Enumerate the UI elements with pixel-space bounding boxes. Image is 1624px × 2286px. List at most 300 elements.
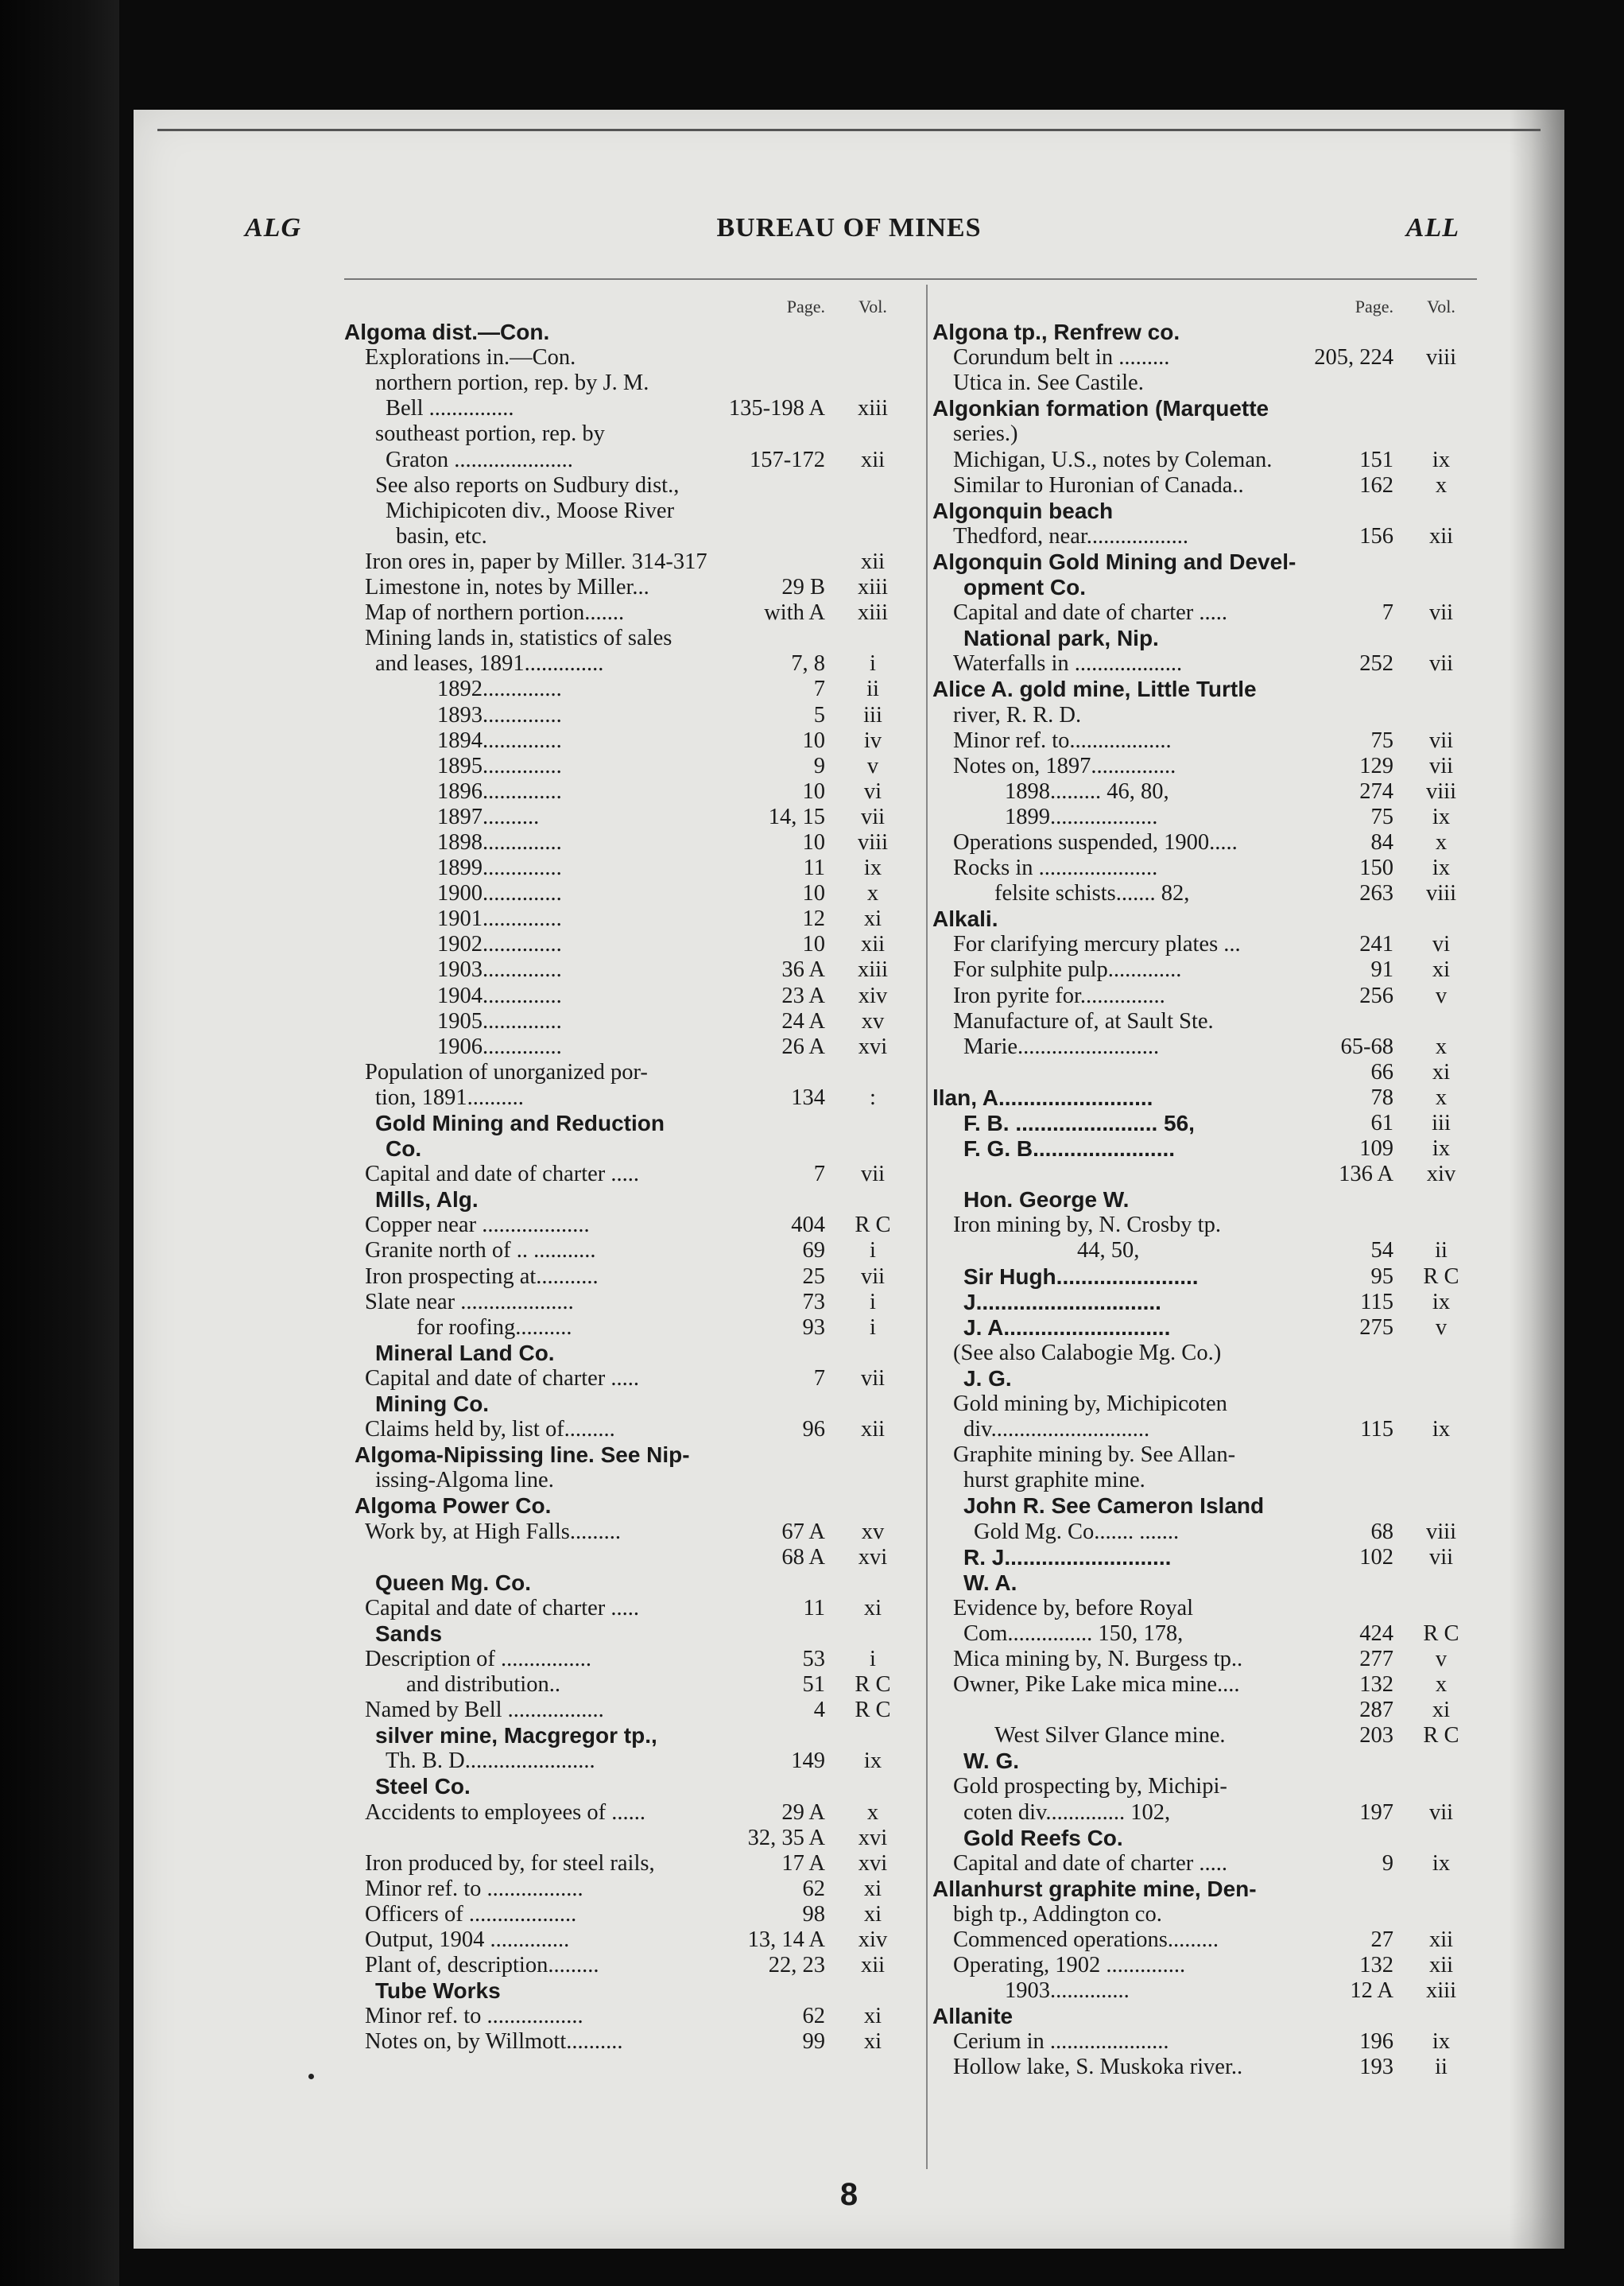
index-entry	[344, 1698, 913, 1723]
page-reference: 4	[813, 1698, 825, 1723]
index-entry	[932, 1162, 1481, 1187]
index-heading: National park, Nip.	[963, 626, 1159, 651]
index-entry	[932, 1111, 1481, 1136]
index-entry	[344, 856, 913, 881]
page-reference: 25	[802, 1263, 825, 1289]
index-entry	[344, 1851, 913, 1877]
index-entry-text: Com............... 150, 178,	[963, 1620, 1184, 1646]
index-entry-text: Notes on, 1897...............	[953, 753, 1176, 778]
page-reference: 17 A	[781, 1850, 825, 1876]
index-entry	[344, 1774, 913, 1799]
volume-reference: vii	[1428, 728, 1454, 753]
volume-reference: xii	[860, 549, 886, 574]
index-entry-text: 1903..............	[437, 957, 562, 983]
index-entry-text: hurst graphite mine.	[963, 1468, 1145, 1493]
volume-reference: ix	[863, 856, 882, 881]
index-entry	[344, 1417, 913, 1442]
volume-reference: vii	[1428, 651, 1454, 677]
index-entry	[932, 524, 1481, 549]
index-entry-text: Capital and date of charter .....	[365, 1365, 640, 1391]
index-heading: Gold Mining and Reduction	[375, 1111, 665, 1135]
page-reference: 7	[813, 1162, 825, 1187]
index-entry	[344, 1238, 913, 1263]
index-entry	[932, 1519, 1481, 1545]
page-reference: 10	[802, 829, 825, 855]
volume-reference: vi	[863, 778, 882, 804]
index-entry-text: Waterfalls in ...................	[953, 651, 1183, 677]
volume-reference: xi	[1432, 957, 1451, 983]
top-rule	[157, 129, 1541, 131]
index-entry-text: Officers of ...................	[365, 1901, 577, 1927]
page-reference: 93	[802, 1314, 825, 1340]
index-entry	[932, 1366, 1481, 1391]
index-heading: Algonkian formation (Marquette	[932, 396, 1269, 421]
index-heading: Allanite	[932, 2004, 1014, 2029]
volume-reference: x	[1435, 1034, 1448, 1059]
index-entry	[344, 1315, 913, 1341]
index-entry	[932, 345, 1481, 371]
index-entry-text: Output, 1904 ..............	[365, 1927, 570, 1952]
page-reference: 67 A	[781, 1519, 825, 1544]
volume-reference: iv	[863, 728, 882, 753]
page-reference: 404	[791, 1213, 825, 1238]
page-reference: 96	[802, 1417, 825, 1442]
index-entry-text: Corundum belt in .........	[953, 345, 1170, 371]
index-heading: J..............................	[963, 1289, 1161, 1314]
index-heading: Sands	[375, 1620, 443, 1646]
index-entry-text: 1894..............	[437, 728, 562, 753]
index-column-right	[932, 294, 1481, 2081]
volume-reference: xii	[860, 1953, 886, 1978]
page-column-label: Page.	[1355, 297, 1393, 316]
index-entry	[932, 932, 1481, 957]
page-reference: 95	[1370, 1263, 1393, 1289]
page-reference: 151	[1359, 447, 1393, 472]
index-entry	[344, 1902, 913, 1927]
volume-reference: i	[870, 651, 876, 677]
index-entry	[344, 1366, 913, 1391]
index-entry-text: Hollow lake, S. Muskoka river..	[953, 2055, 1243, 2080]
index-entry-text: Evidence by, before Royal	[953, 1595, 1194, 1620]
volume-reference: xi	[1432, 1059, 1451, 1085]
volume-reference: xi	[863, 906, 882, 932]
index-entry-text: Graphite mining by. See Allan-	[953, 1442, 1236, 1468]
page-reference: with A	[764, 600, 825, 626]
index-entry-text: and leases, 1891..............	[375, 651, 604, 677]
index-heading: F. B. ....................... 56,	[963, 1111, 1195, 1135]
index-entry-text: 1902..............	[437, 932, 562, 957]
volume-reference: i	[870, 1646, 876, 1671]
volume-reference: ii	[866, 677, 879, 702]
vol-column-label: Vol.	[859, 297, 887, 316]
index-entry	[932, 421, 1481, 447]
index-entry	[932, 448, 1481, 473]
index-heading: Mining Co.	[375, 1391, 490, 1417]
index-heading: Algonquin Gold Mining and Devel-	[932, 549, 1296, 574]
vol-column-label: Vol.	[1427, 297, 1455, 316]
index-heading: Steel Co.	[375, 1774, 471, 1799]
page-reference: 69	[802, 1238, 825, 1263]
volume-reference: xii	[1428, 1927, 1454, 1952]
index-entry	[932, 1468, 1481, 1493]
volume-reference: xiii	[857, 957, 888, 983]
index-entry	[344, 600, 913, 626]
page-curl-shadow	[1509, 110, 1564, 2249]
document-page	[134, 110, 1564, 2249]
volume-reference: x	[866, 881, 879, 906]
index-entry	[932, 1877, 1481, 1902]
index-entry-text: 1904..............	[437, 983, 562, 1008]
page-reference: 136 A	[1339, 1162, 1393, 1187]
index-entry	[932, 1213, 1481, 1238]
index-entry-text: Claims held by, list of.........	[365, 1417, 615, 1442]
page-reference: 32, 35 A	[747, 1825, 825, 1850]
index-entry-text: 1900..............	[437, 881, 562, 906]
page-reference: 197	[1359, 1799, 1393, 1825]
volume-reference: v	[1435, 1314, 1448, 1340]
volume-reference: xvi	[858, 1544, 888, 1570]
volume-reference: viii	[1425, 778, 1456, 804]
page-reference: 132	[1359, 1953, 1393, 1978]
index-entry	[932, 1596, 1481, 1621]
volume-reference: iii	[1432, 1111, 1451, 1135]
index-entry-text: Map of northern portion.......	[365, 600, 625, 626]
index-entry-text: Capital and date of charter .....	[365, 1162, 640, 1187]
index-entry	[344, 1621, 913, 1647]
index-entry	[344, 626, 913, 651]
index-entry-text: 1897..........	[437, 804, 540, 829]
header-guide-word-left: ALG	[245, 213, 301, 243]
index-entry	[932, 1748, 1481, 1774]
index-entry-text: bigh tp., Addington co.	[953, 1901, 1162, 1927]
volume-reference: ix	[863, 1748, 882, 1774]
index-entry	[344, 1826, 913, 1851]
page-reference: 424	[1359, 1620, 1393, 1646]
volume-reference: ii	[1435, 1238, 1448, 1263]
index-heading: Alice A. gold mine, Little Turtle	[932, 677, 1257, 702]
index-entry	[344, 728, 913, 754]
index-heading: silver mine, Macgregor tp.,	[375, 1723, 657, 1748]
volume-reference: vii	[860, 1263, 886, 1289]
index-entry	[344, 1085, 913, 1111]
volume-reference: xi	[863, 1876, 882, 1901]
volume-reference: vii	[1428, 600, 1454, 626]
index-entry	[932, 600, 1481, 626]
page-reference: 91	[1370, 957, 1393, 983]
index-entry	[932, 856, 1481, 881]
index-entry	[932, 1978, 1481, 2004]
index-entry	[932, 320, 1481, 345]
index-entry	[932, 1136, 1481, 1162]
index-entry	[344, 421, 913, 447]
index-entry	[932, 626, 1481, 651]
index-heading: Alkali.	[932, 906, 998, 932]
index-entry	[932, 1621, 1481, 1647]
volume-reference: xii	[860, 447, 886, 472]
index-entry-text: Operating, 1902 ..............	[953, 1953, 1186, 1978]
index-entry	[344, 448, 913, 473]
index-entry-text: Utica in. See Castile.	[953, 371, 1144, 396]
index-entry-text: 1901..............	[437, 906, 562, 932]
page-reference: 134	[791, 1085, 825, 1110]
volume-reference: x	[866, 1799, 879, 1825]
page-reference: 7	[813, 1365, 825, 1391]
volume-reference: xi	[1432, 1698, 1451, 1723]
page-reference: 241	[1359, 932, 1393, 957]
index-entry	[344, 881, 913, 906]
page-reference: 14, 15	[768, 804, 825, 829]
index-entry	[344, 1877, 913, 1902]
index-entry	[344, 2029, 913, 2055]
page-reference: 10	[802, 881, 825, 906]
index-entry-text: West Silver Glance mine.	[994, 1723, 1226, 1748]
index-entry	[344, 754, 913, 779]
index-entry	[344, 1290, 913, 1315]
index-entry	[344, 1800, 913, 1826]
index-entry-text: Iron mining by, N. Crosby tp.	[953, 1213, 1221, 1238]
header-rule	[344, 278, 1477, 280]
index-entry	[344, 1213, 913, 1238]
volume-reference: xi	[863, 1901, 882, 1927]
index-heading: Algona tp., Renfrew co.	[932, 320, 1180, 345]
volume-reference: vii	[860, 804, 886, 829]
index-entry-text: northern portion, rep. by J. M.	[375, 371, 649, 396]
index-entry-text: Cerium in .....................	[953, 2029, 1169, 2055]
index-entry	[344, 1570, 913, 1596]
page-reference: 196	[1359, 2029, 1393, 2055]
index-entry-text: Capital and date of charter .....	[953, 1850, 1228, 1876]
index-entry	[344, 1647, 913, 1672]
index-entry	[932, 396, 1481, 421]
index-entry	[932, 1672, 1481, 1698]
volume-reference: vii	[1428, 1799, 1454, 1825]
index-entry-text: Population of unorganized por-	[365, 1059, 648, 1085]
index-entry-text: Thedford, near..................	[953, 523, 1189, 549]
index-heading: Algoma Power Co.	[355, 1493, 552, 1519]
index-entry	[932, 805, 1481, 830]
index-heading: W. G.	[963, 1748, 1019, 1774]
index-heading: Allanhurst graphite mine, Den-	[932, 1876, 1257, 1901]
index-entry	[344, 371, 913, 396]
page-reference: 12	[802, 906, 825, 932]
header-guide-word-right: ALL	[1405, 213, 1459, 243]
index-heading: W. A.	[963, 1570, 1017, 1595]
index-entry	[344, 2004, 913, 2029]
page-reference: 252	[1359, 651, 1393, 677]
volume-reference: xi	[863, 1595, 882, 1620]
page-reference: 26 A	[781, 1034, 825, 1059]
volume-reference: xiii	[857, 600, 888, 626]
index-heading: Mills, Alg.	[375, 1187, 479, 1213]
index-entry	[932, 1545, 1481, 1570]
index-entry	[344, 320, 913, 345]
index-entry-text: Iron produced by, for steel rails,	[365, 1850, 655, 1876]
index-entry	[932, 1290, 1481, 1315]
page-reference: 274	[1359, 778, 1393, 804]
index-entry-text: 1899..............	[437, 856, 562, 881]
volume-reference: R C	[1423, 1620, 1459, 1646]
column-divider	[926, 285, 928, 2169]
page-reference: 162	[1359, 472, 1393, 498]
page-reference: 84	[1370, 829, 1393, 855]
page-reference: 62	[802, 2004, 825, 2029]
index-entry-text: Capital and date of charter .....	[953, 600, 1228, 626]
scan-border	[0, 0, 119, 2286]
index-entry-text: Explorations in.—Con.	[365, 345, 576, 371]
page-column-label: Page.	[786, 297, 825, 316]
index-entry	[932, 1034, 1481, 1060]
index-entry	[932, 984, 1481, 1009]
index-entry-text: Graton .....................	[386, 447, 573, 472]
page-reference: 129	[1359, 753, 1393, 778]
index-entry	[932, 371, 1481, 396]
volume-reference: xvi	[858, 1850, 888, 1876]
index-entry	[932, 1774, 1481, 1799]
index-heading: John R. See Cameron Island	[963, 1493, 1265, 1519]
index-entry	[344, 932, 913, 957]
page-reference: 115	[1360, 1417, 1393, 1442]
page-reference: 99	[802, 2029, 825, 2055]
index-entry-text: Iron ores in, paper by Miller. 314-317	[365, 549, 707, 574]
index-entry-text: For clarifying mercury plates ...	[953, 932, 1241, 957]
volume-reference: xiii	[857, 396, 888, 421]
volume-reference: ix	[1432, 1289, 1451, 1314]
volume-reference: ix	[1432, 2029, 1451, 2055]
page-reference: 263	[1359, 881, 1393, 906]
index-entry	[932, 1493, 1481, 1519]
page-reference: 256	[1359, 983, 1393, 1008]
index-heading: F. G. B.......................	[963, 1136, 1176, 1162]
index-entry	[344, 1111, 913, 1136]
volume-reference: v	[866, 753, 879, 778]
index-entry	[344, 1672, 913, 1698]
index-entry-text: Operations suspended, 1900.....	[953, 829, 1238, 855]
index-entry	[344, 1723, 913, 1748]
index-entry-text: Named by Bell .................	[365, 1698, 604, 1723]
index-entry-text: 1892..............	[437, 677, 562, 702]
index-entry	[344, 1468, 913, 1493]
index-heading: Algoma-Nipissing line. See Nip-	[355, 1442, 690, 1468]
index-heading: Sir Hugh.......................	[963, 1263, 1199, 1289]
index-entry	[932, 1826, 1481, 1851]
index-entry-text: Gold prospecting by, Michipi-	[953, 1774, 1227, 1799]
volume-reference: R C	[1423, 1723, 1459, 1748]
page-reference: 10	[802, 932, 825, 957]
index-entry-text: Similar to Huronian of Canada..	[953, 472, 1244, 498]
index-entry	[932, 1264, 1481, 1290]
index-entry	[932, 2055, 1481, 2080]
volume-reference: i	[870, 1314, 876, 1340]
volume-reference: xiv	[858, 983, 888, 1008]
page-reference: 62	[802, 1876, 825, 1901]
page-reference: 73	[802, 1289, 825, 1314]
index-entry	[932, 1187, 1481, 1213]
page-reference: 24 A	[781, 1008, 825, 1034]
index-entry	[344, 677, 913, 702]
index-entry	[932, 1927, 1481, 1953]
page-reference: 102	[1359, 1544, 1393, 1570]
index-entry-text: Iron pyrite for...............	[953, 983, 1165, 1008]
index-entry-text: Description of ................	[365, 1646, 591, 1671]
index-entry-text: series.)	[953, 421, 1018, 447]
index-entry-text: Marie.........................	[963, 1034, 1160, 1059]
index-entry-text: Commenced operations.........	[953, 1927, 1219, 1952]
index-entry-text: southeast portion, rep. by	[375, 421, 605, 447]
index-entry	[932, 1238, 1481, 1263]
volume-reference: xvi	[858, 1825, 888, 1850]
index-entry-text: Limestone in, notes by Miller...	[365, 575, 649, 600]
index-entry	[932, 1570, 1481, 1596]
volume-reference: ix	[1432, 1136, 1451, 1162]
index-entry-text: 1896..............	[437, 778, 562, 804]
index-entry	[932, 1391, 1481, 1417]
volume-reference: ii	[1435, 2055, 1448, 2080]
index-entry-text: for roofing..........	[417, 1314, 572, 1340]
index-entry	[932, 957, 1481, 983]
index-entry	[344, 1009, 913, 1034]
index-entry-text: Bell ...............	[386, 396, 514, 421]
page-reference: 22, 23	[768, 1953, 825, 1978]
index-heading: J. G.	[963, 1365, 1012, 1391]
index-entry-text: basin, etc.	[396, 523, 487, 549]
index-entry-text: 1903..............	[1005, 1978, 1130, 2004]
volume-reference: xiii	[857, 575, 888, 600]
page-reference: 132	[1359, 1672, 1393, 1698]
volume-reference: :	[870, 1085, 876, 1110]
volume-reference: ix	[1432, 804, 1451, 829]
index-entry-text: Th. B. D.......................	[386, 1748, 595, 1774]
page-reference: 205, 224	[1314, 345, 1393, 371]
index-heading: J. A...........................	[963, 1314, 1171, 1340]
index-entry-text: 1905..............	[437, 1008, 562, 1034]
index-entry	[344, 524, 913, 549]
volume-reference: x	[1435, 829, 1448, 855]
index-heading: Mineral Land Co.	[375, 1340, 555, 1365]
index-entry	[932, 1060, 1481, 1085]
index-entry	[932, 499, 1481, 524]
volume-reference: iii	[863, 702, 882, 728]
index-entry	[932, 549, 1481, 575]
page-reference: 65-68	[1340, 1034, 1393, 1059]
index-heading: R. J...........................	[963, 1544, 1172, 1570]
index-entry-text: 1898..............	[437, 829, 562, 855]
index-entry-text: Copper near ...................	[365, 1213, 590, 1238]
index-entry-text: Notes on, by Willmott..........	[365, 2029, 623, 2055]
volume-reference: viii	[1425, 1519, 1456, 1544]
page-reference: 11	[803, 856, 825, 881]
index-heading: llan, A.........................	[932, 1085, 1153, 1110]
index-entry	[344, 830, 913, 856]
index-entry	[344, 1264, 913, 1290]
index-entry	[932, 2004, 1481, 2029]
index-entry	[932, 1647, 1481, 1672]
index-entry	[932, 1085, 1481, 1111]
index-entry-text: div............................	[963, 1417, 1150, 1442]
volume-reference: xvi	[858, 1034, 888, 1059]
page-reference: 7	[1382, 600, 1393, 626]
index-entry-text: Work by, at High Falls.........	[365, 1519, 622, 1544]
index-entry	[344, 1953, 913, 1978]
page-reference: 68	[1370, 1519, 1393, 1544]
page-reference: 5	[813, 702, 825, 728]
index-entry-text: Michigan, U.S., notes by Coleman.	[953, 447, 1273, 472]
index-entry	[344, 345, 913, 371]
page-reference: 149	[791, 1748, 825, 1774]
index-entry	[344, 1927, 913, 1953]
index-entry-text: Minor ref. to .................	[365, 2004, 583, 2029]
page-reference: 12 A	[1350, 1978, 1393, 2004]
volume-reference: R C	[1423, 1263, 1459, 1289]
